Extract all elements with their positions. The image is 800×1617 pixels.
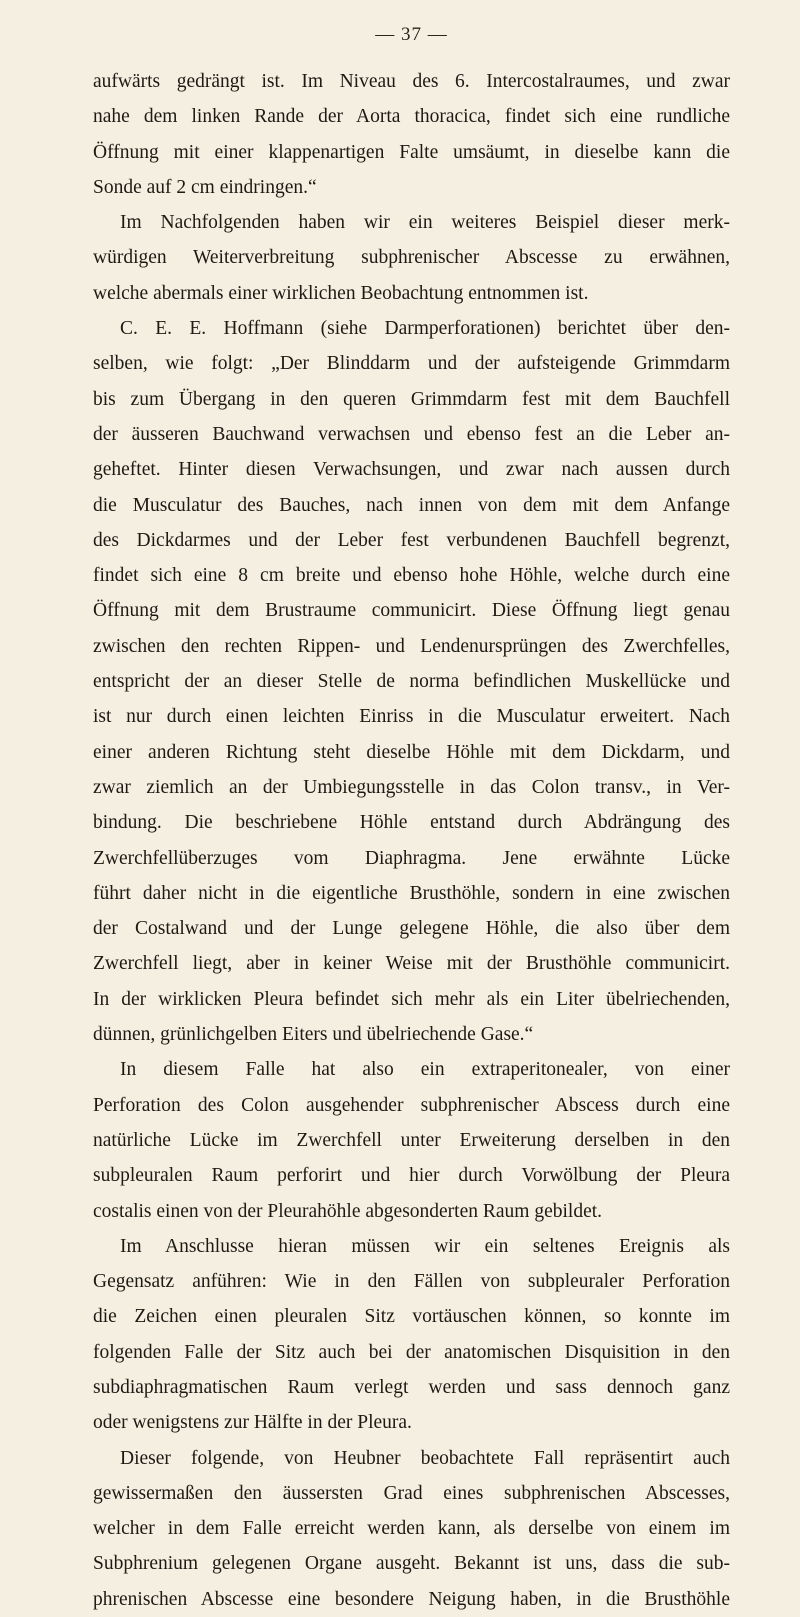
text-line: der Costalwand und der Lunge gelegene Höhle, die also über dem <box>93 918 730 940</box>
text-line: Dieser folgende, von Heubner beobachtete Fall repräsentirt auch <box>120 1447 730 1469</box>
body-text <box>93 64 730 1617</box>
text-line: C. E. E. Hoffmann (siehe Darmperforationen) berichtet über den- <box>120 318 730 340</box>
text-line: natürliche Lücke im Zwerchfell unter Erweiterung derselben in den <box>93 1129 730 1151</box>
text-line: ist nur durch einen leichten Einriss in die Musculatur erweitert. Nach <box>93 706 730 728</box>
text-line: einer anderen Richtung steht dieselbe Höhle mit dem Dickdarm, und <box>93 741 730 763</box>
text-line: Im Anschlusse hieran müssen wir ein seltenes Ereignis als <box>120 1235 730 1257</box>
text-line: gewissermaßen den äussersten Grad eines subphrenischen Abscesses, <box>93 1482 730 1504</box>
text-line: Perforation des Colon ausgehender subphrenischer Abscess durch eine <box>93 1094 730 1116</box>
text-line: Zwerchfellüberzuges vom Diaphragma. Jene erwähnte Lücke <box>93 847 730 869</box>
text-line: aufwärts gedrängt ist. Im Niveau des 6. Intercostalraumes, und zwar <box>93 71 730 92</box>
text-line: In diesem Falle hat also ein extraperitonealer, von einer <box>120 1059 730 1081</box>
text-line: die Zeichen einen pleuralen Sitz vortäuschen können, so konnte im <box>93 1306 730 1328</box>
text-line: Zwerchfell liegt, aber in keiner Weise mit der Brusthöhle communicirt. <box>93 953 730 975</box>
text-line: Sonde auf 2 cm eindringen.“ <box>93 176 317 198</box>
text-line: selben, wie folgt: „Der Blinddarm und der aufsteigende Grimmdarm <box>93 353 730 375</box>
text-line: In der wirklicken Pleura befindet sich mehr als ein Liter übelriechenden, <box>93 988 730 1010</box>
text-line: Öffnung mit dem Brustraume communicirt. Diese Öffnung liegt genau <box>93 600 730 622</box>
text-line: Öffnung mit einer klappenartigen Falte umsäumt, in dieselbe kann die <box>93 141 730 163</box>
text-line: subpleuralen Raum perforirt und hier durch Vorwölbung der Pleura <box>93 1165 730 1187</box>
text-line: findet sich eine 8 cm breite und ebenso hohe Höhle, welche durch eine <box>93 565 730 587</box>
text-line: Im Nachfolgenden haben wir ein weiteres Beispiel dieser merk- <box>120 212 730 234</box>
text-line: dünnen, grünlichgelben Eiters und übelriechende Gase.“ <box>93 1024 534 1046</box>
text-line: zwar ziemlich an der Umbiegungsstelle in das Colon transv., in Ver- <box>93 776 730 798</box>
text-line: welcher in dem Falle erreicht werden kann, als derselbe von einem im <box>93 1518 730 1540</box>
text-line: geheftet. Hinter diesen Verwachsungen, und zwar nach aussen durch <box>93 459 730 481</box>
text-line: subdiaphragmatischen Raum verlegt werden und sass dennoch ganz <box>93 1376 730 1398</box>
text-line: Gegensatz anführen: Wie in den Fällen von subpleuraler Perforation <box>93 1271 730 1293</box>
text-line: entspricht der an dieser Stelle de norma befindlichen Muskellücke und <box>93 671 730 693</box>
page-number: — 37 — <box>375 24 448 45</box>
text-line: die Musculatur des Bauches, nach innen von dem mit dem Anfange <box>93 494 730 516</box>
text-line: welche abermals einer wirklichen Beobachtung entnommen ist. <box>93 282 589 304</box>
text-line: costalis einen von der Pleurahöhle abgesonderten Raum gebildet. <box>93 1200 603 1222</box>
text-line: folgenden Falle der Sitz auch bei der anatomischen Disquisition in den <box>93 1341 730 1363</box>
text-line: des Dickdarmes und der Leber fest verbundenen Bauchfell begrenzt, <box>93 529 730 551</box>
text-line: oder wenigstens zur Hälfte in der Pleura. <box>93 1412 412 1434</box>
text-line: zwischen den rechten Rippen- und Lendenursprüngen des Zwerchfelles, <box>93 635 730 657</box>
text-line: nahe dem linken Rande der Aorta thoracica, findet sich eine rundliche <box>93 106 730 128</box>
text-line: phrenischen Abscesse eine besondere Neigung haben, in die Brusthöhle <box>93 1588 730 1610</box>
text-line: Subphrenium gelegenen Organe ausgeht. Bekannt ist uns, dass die sub- <box>93 1553 730 1575</box>
text-line: der äusseren Bauchwand verwachsen und ebenso fest an die Leber an- <box>93 423 730 445</box>
text-line: bindung. Die beschriebene Höhle entstand durch Abdrängung des <box>93 812 730 834</box>
text-line: bis zum Übergang in den queren Grimmdarm fest mit dem Bauchfell <box>93 388 730 410</box>
text-line: würdigen Weiterverbreitung subphrenischer Abscesse zu erwähnen, <box>93 247 730 269</box>
text-line: führt daher nicht in die eigentliche Brusthöhle, sondern in eine zwischen <box>93 882 730 904</box>
